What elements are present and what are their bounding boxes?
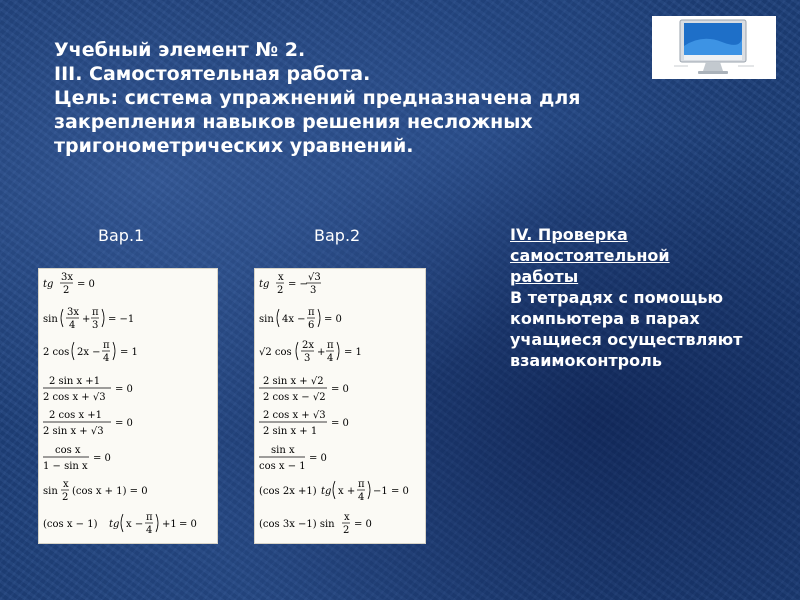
svg-text:= 1: = 1: [344, 347, 362, 358]
svg-text:1 − sin x: 1 − sin x: [43, 461, 88, 472]
svg-text:cos x: cos x: [55, 445, 81, 456]
svg-text:3: 3: [310, 285, 317, 296]
svg-text:sin: sin: [259, 314, 274, 325]
svg-text:x: x: [63, 479, 69, 490]
svg-text:(cos x + 1) = 0: (cos x + 1) = 0: [72, 486, 148, 497]
svg-text:+: +: [82, 314, 91, 325]
check-heading-line-1: [510, 224, 790, 245]
svg-text:= 0: = 0: [179, 519, 197, 530]
svg-text:sin x: sin x: [271, 445, 295, 456]
svg-text:= 1: = 1: [120, 347, 138, 358]
svg-text:x: x: [344, 512, 350, 523]
svg-text:√2 cos: √2 cos: [259, 347, 292, 358]
lesson-title-block: [54, 38, 634, 158]
svg-text:π: π: [327, 340, 334, 351]
svg-text:= 0: = 0: [77, 279, 95, 290]
svg-text:= 0: = 0: [354, 519, 372, 530]
variant-2-label: Вар.2: [314, 226, 361, 245]
svg-text:sin: sin: [43, 314, 58, 325]
svg-text:2 sin x + √2: 2 sin x + √2: [263, 376, 324, 387]
svg-text:π: π: [146, 512, 153, 523]
svg-text:= 0: = 0: [115, 384, 133, 395]
svg-text:4: 4: [327, 353, 334, 364]
svg-text:3x: 3x: [61, 272, 74, 283]
svg-text:3: 3: [92, 320, 99, 331]
svg-text:2 sin x +1: 2 sin x +1: [49, 376, 101, 387]
svg-text:+: +: [317, 347, 326, 358]
svg-text:4x −: 4x −: [282, 314, 306, 325]
svg-text:= 0: = 0: [309, 453, 327, 464]
svg-text:(cos 2x +1): (cos 2x +1): [259, 486, 317, 497]
svg-text:6: 6: [308, 320, 315, 331]
self-check-block: [510, 224, 790, 371]
title-line-2: III. Самостоятельная работа.: [54, 63, 371, 85]
title-line-4: закрепления навыков решения несложных: [54, 111, 533, 133]
check-heading-line-2: самостоятельной: [510, 246, 670, 265]
check-body-line-2: компьютера в парах: [510, 309, 700, 328]
svg-text:cos x − 1: cos x − 1: [259, 461, 306, 472]
svg-text:= 0: = 0: [391, 486, 409, 497]
svg-text:+1: +1: [162, 519, 177, 530]
check-body-line-1: В тетрадях с помощью: [510, 288, 724, 307]
svg-text:π: π: [358, 479, 365, 490]
title-line-5: тригонометрических уравнений.: [54, 135, 414, 157]
svg-text:π: π: [103, 340, 110, 351]
svg-text:√3: √3: [308, 272, 321, 283]
svg-text:= 0: = 0: [324, 314, 342, 325]
svg-text:π: π: [308, 307, 315, 318]
svg-text:= 0: = 0: [331, 418, 349, 429]
variant-1-equations: [38, 268, 218, 544]
svg-text:2: 2: [63, 285, 70, 296]
title-line-3: Цель: система упражнений предназначена для: [54, 87, 581, 109]
svg-text:4: 4: [69, 320, 76, 331]
svg-text:sin: sin: [43, 486, 58, 497]
variant-1-label: Вар.1: [98, 226, 145, 245]
svg-text:2 cos x +1: 2 cos x +1: [49, 410, 103, 421]
svg-text:= 0: = 0: [93, 453, 111, 464]
svg-text:(cos x − 1): (cos x − 1): [43, 519, 98, 530]
svg-text:tg: tg: [259, 279, 270, 290]
svg-text:2 sin x + 1: 2 sin x + 1: [263, 426, 318, 437]
svg-text:2: 2: [62, 492, 69, 503]
svg-text:= 0: = 0: [115, 418, 133, 429]
svg-text:π: π: [92, 307, 99, 318]
svg-text:2x: 2x: [302, 340, 315, 351]
check-heading-line-3: работы: [510, 267, 579, 286]
svg-text:tg: tg: [43, 279, 54, 290]
svg-text:2 cos x − √2: 2 cos x − √2: [263, 392, 326, 403]
svg-text:= 0: = 0: [331, 384, 349, 395]
svg-text:x +: x +: [338, 486, 356, 497]
svg-text:4: 4: [358, 492, 365, 503]
check-heading-numeral: IV. Проверка: [510, 225, 628, 244]
svg-text:tg: tg: [321, 486, 332, 497]
svg-text:2 cos x + √3: 2 cos x + √3: [43, 392, 106, 403]
svg-text:x: x: [278, 272, 284, 283]
svg-text:(cos 3x −1) sin: (cos 3x −1) sin: [259, 519, 335, 530]
svg-text:−1: −1: [373, 486, 388, 497]
svg-text:x −: x −: [126, 519, 144, 530]
svg-text:3x: 3x: [67, 307, 80, 318]
title-line-1: Учебный элемент № 2.: [54, 39, 306, 61]
computer-monitor-icon: [652, 16, 776, 79]
variant-2-equations: [254, 268, 426, 544]
svg-text:= −: = −: [288, 279, 308, 290]
svg-text:2x −: 2x −: [77, 347, 101, 358]
svg-text:2 cos x + √3: 2 cos x + √3: [263, 410, 326, 421]
svg-text:4: 4: [103, 353, 110, 364]
svg-text:2 sin x + √3: 2 sin x + √3: [43, 426, 104, 437]
svg-text:4: 4: [146, 525, 153, 536]
check-body-line-3: учащиеся осуществляют: [510, 330, 743, 349]
svg-text:= −1: = −1: [108, 314, 135, 325]
check-body-line-4: взаимоконтроль: [510, 351, 662, 370]
svg-text:2: 2: [277, 285, 284, 296]
svg-text:tg: tg: [109, 519, 120, 530]
svg-text:2: 2: [343, 525, 350, 536]
svg-text:3: 3: [304, 353, 311, 364]
svg-text:2 cos: 2 cos: [43, 347, 70, 358]
